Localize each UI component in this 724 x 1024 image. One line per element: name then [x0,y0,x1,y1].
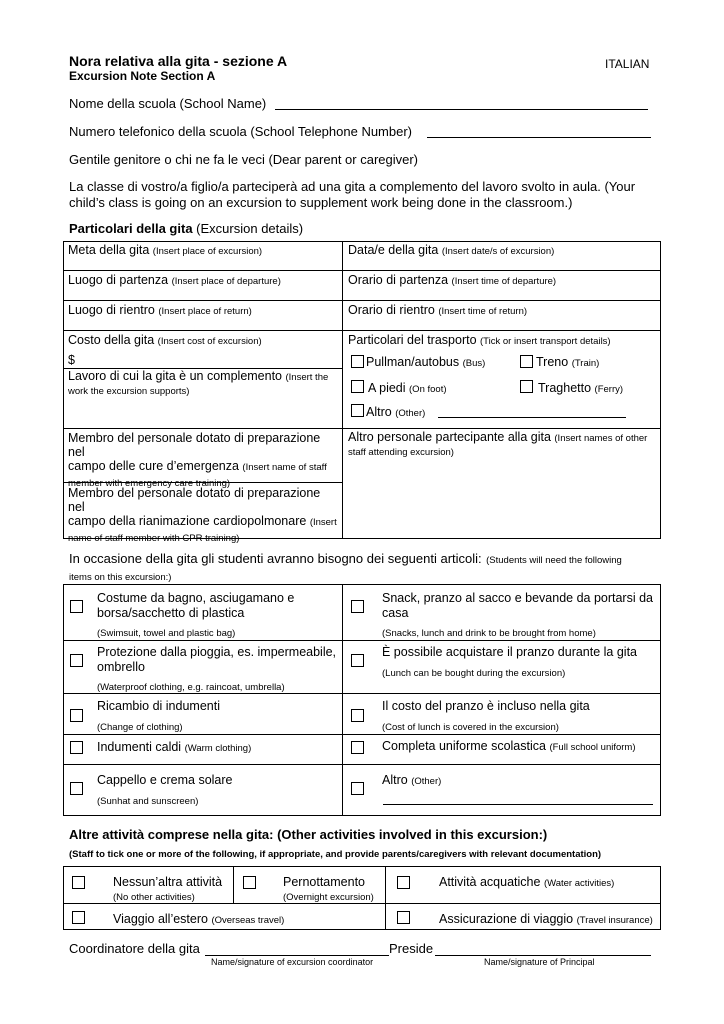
return-place-label: Luogo di rientro [68,303,155,317]
details-heading-it: Particolari della gita [69,221,193,236]
school-phone-field[interactable] [427,125,651,138]
items-intro-en2: items on this excursion:) [69,572,172,583]
emergency-l1: Membro del personale dotato di preparazione nel [68,431,321,459]
other-staff-hint2: staff attending excursion) [348,447,454,458]
return-place-cell[interactable] [68,303,252,319]
other-staff-hint1: (Insert names of other [554,433,648,444]
water-activities-checkbox[interactable] [397,876,410,889]
emergency-hint2: member with emergency care training) [68,478,231,489]
language-label: ITALIAN [605,57,650,71]
swimsuit-item [97,591,294,621]
overnight-checkbox[interactable] [243,876,256,889]
other-item-en: (Other) [411,776,442,787]
foot-option [368,381,447,397]
ferry-label: Traghetto [538,381,592,395]
warm-en: (Warm clothing) [184,743,252,754]
other-transport-field[interactable] [438,405,626,418]
train-checkbox[interactable] [520,355,533,368]
other-transport-option [366,405,425,421]
buy-lunch-checkbox[interactable] [351,654,364,667]
swimsuit-l2: borsa/sacchetto di plastica [97,606,245,620]
hat-checkbox[interactable] [70,782,83,795]
details-heading-en: (Excursion details) [196,221,304,236]
date-cell[interactable] [348,243,554,259]
rain-l1: Protezione dalla pioggia, es. impermeabile, [97,645,337,659]
water-activities-en: (Water activities) [543,878,615,889]
uniform-item [382,739,636,755]
other-item-checkbox[interactable] [351,782,364,795]
train-option [536,355,599,371]
no-activities-en: (No other activities) [113,892,195,903]
insurance-option [439,912,653,928]
coordinator-signature-field[interactable] [205,941,389,956]
departure-place-label: Luogo di partenza [68,273,169,287]
transport-cell [348,333,611,349]
overseas-label: Viaggio all’estero [113,912,208,926]
hat-en: (Sunhat and sunscreen) [97,796,199,807]
departure-time-label: Orario di partenza [348,273,449,287]
ferry-label-en: (Ferry) [594,384,624,395]
departure-time-cell[interactable] [348,273,556,289]
emergency-l2: campo delle cure d’emergenza [68,459,239,473]
cpr-l2: campo della rianimazione cardiopolmonare [68,514,307,528]
other-staff-label: Altro personale partecipante alla gita [348,430,551,444]
emergency-hint1: (Insert name of staff [242,462,327,473]
uniform-checkbox[interactable] [351,741,364,754]
return-place-hint: (Insert place of return) [158,306,252,317]
snack-checkbox[interactable] [351,600,364,613]
return-time-label: Orario di rientro [348,303,435,317]
snack-item [382,591,653,621]
change-en: (Change of clothing) [97,722,183,733]
overnight-option [283,875,374,905]
uniform-en: (Full school uniform) [549,742,636,753]
foot-label: A piedi [368,381,406,395]
cost-label: Costo della gita [68,333,155,347]
other-transport-label: Altro [366,405,392,419]
swimsuit-en: (Swimsuit, towel and plastic bag) [97,628,236,639]
train-label-en: (Train) [571,358,600,369]
change-checkbox[interactable] [70,709,83,722]
foot-label-en: (On foot) [409,384,447,395]
water-activities-label: Attività acquatiche [439,875,541,889]
school-name-label: Nome della scuola (School Name) [69,96,267,111]
page-title: Nora relativa alla gita - sezione A [69,53,288,69]
snack-l2: casa [382,606,409,620]
no-activities-checkbox[interactable] [72,876,85,889]
uniform-label: Completa uniforme scolastica [382,739,546,753]
principal-caption: Name/signature of Principal [484,957,595,967]
other-item-label: Altro [382,773,408,787]
other-staff-cell[interactable] [348,431,658,459]
items-intro-it: In occasione della gita gli studenti avranno bisogno dei seguenti articoli: [69,551,482,566]
intro-paragraph: La classe di vostro/a figlio/a parteciperà ad una gita a complemento del lavoro svolto in aula. (Your child’s class is going on an excursion to supplement work being done in the classroom.) [69,179,636,210]
hat-label: Cappello e crema solare [97,773,233,787]
cpr-cell[interactable] [68,486,340,546]
lunch-included-label: Il costo del pranzo è incluso nella gita [382,699,590,713]
cpr-l1: Membro del personale dotato di preparazione nel [68,486,321,514]
bus-label: Pullman/autobus [366,355,460,369]
overnight-label: Pernottamento [283,875,365,889]
overseas-checkbox[interactable] [72,911,85,924]
principal-signature-field[interactable] [435,941,651,956]
activities-heading: Altre attività comprese nella gita: (Other activities involved in this excursion:) [69,827,548,842]
work-supported-hint2: work the excursion supports) [68,386,190,397]
other-item [382,773,441,789]
work-supported-cell[interactable] [68,370,338,398]
coordinator-caption: Name/signature of excursion coordinator [211,957,374,967]
change-label: Ricambio di indumenti [97,699,220,713]
rain-checkbox[interactable] [70,654,83,667]
overnight-en: (Overnight excursion) [283,892,374,903]
rain-l2: ombrello [97,660,145,674]
swimsuit-l1: Costume da bagno, asciugamano e [97,591,295,605]
ferry-checkbox[interactable] [520,380,533,393]
school-name-field[interactable] [275,97,648,110]
transport-label: Particolari del trasporto [348,333,477,347]
return-time-hint: (Insert time of return) [438,306,528,317]
overseas-en: (Overseas travel) [211,915,285,926]
insurance-en: (Travel insurance) [576,915,653,926]
coordinator-label: Coordinatore della gita [69,941,200,956]
details-heading [69,221,303,236]
warm-item [97,740,251,756]
destination-cell[interactable] [68,243,262,259]
transport-hint: (Tick or insert transport details) [480,336,611,347]
buy-lunch-label: È possibile acquistare il pranzo durante la gita [382,645,638,659]
insurance-label: Assicurazione di viaggio [439,912,574,926]
bus-option [366,355,485,371]
cpr-hint1: (Insert [309,517,337,528]
snack-en: (Snacks, lunch and drink to be brought from home) [382,628,596,639]
insurance-checkbox[interactable] [397,911,410,924]
work-supported-hint1: (Insert the [285,372,329,383]
no-activities-option [113,875,222,905]
date-hint: (Insert date/s of excursion) [441,246,555,257]
other-item-field[interactable] [383,792,653,805]
no-activities-label: Nessun’altra attività [113,875,223,889]
destination-hint: (Insert place of excursion) [152,246,263,257]
cost-currency: $ [68,353,75,367]
rain-item [97,645,336,675]
destination-label: Meta della gita [68,243,150,257]
departure-time-hint: (Insert time of departure) [451,276,557,287]
ferry-option [538,381,623,397]
cost-cell[interactable] [68,333,262,349]
principal-label: Preside [389,941,434,956]
overseas-option [113,912,284,928]
emergency-care-cell[interactable] [68,431,340,491]
swimsuit-checkbox[interactable] [70,600,83,613]
foot-checkbox[interactable] [351,380,364,393]
warm-label: Indumenti caldi [97,740,182,754]
lunch-included-en: (Cost of lunch is covered in the excursion) [382,722,559,733]
other-transport-label-en: (Other) [395,408,426,419]
cpr-hint2: name of staff member with CPR training) [68,533,240,544]
date-label: Data/e della gita [348,243,439,257]
snack-l1: Snack, pranzo al sacco e bevande da portarsi da [382,591,654,605]
school-phone-label: Numero telefonico della scuola (School Telephone Number) [69,124,413,139]
greeting: Gentile genitore o chi ne fa le veci (Dear parent or caregiver) [69,152,419,167]
rain-en: (Waterproof clothing, e.g. raincoat, umbrella) [97,682,285,693]
cost-hint: (Insert cost of excursion) [157,336,262,347]
lunch-included-checkbox[interactable] [351,709,364,722]
warm-checkbox[interactable] [70,741,83,754]
departure-place-hint: (Insert place of departure) [171,276,281,287]
activities-instruction: (Staff to tick one or more of the following, if appropriate, and provide parents/caregivers with relevant documentation) [69,849,602,860]
bus-label-en: (Bus) [462,358,486,369]
departure-place-cell[interactable] [68,273,281,289]
work-supported-label: Lavoro di cui la gita è un complemento [68,369,283,383]
train-label: Treno [536,355,569,369]
page-subtitle: Excursion Note Section A [69,69,216,83]
items-intro [69,551,669,585]
return-time-cell[interactable] [348,303,527,319]
buy-lunch-en: (Lunch can be bought during the excursion) [382,668,566,679]
items-intro-en1: (Students will need the following [486,555,622,566]
bus-checkbox[interactable] [351,355,364,368]
other-transport-checkbox[interactable] [351,404,364,417]
water-activities-option [439,875,614,891]
